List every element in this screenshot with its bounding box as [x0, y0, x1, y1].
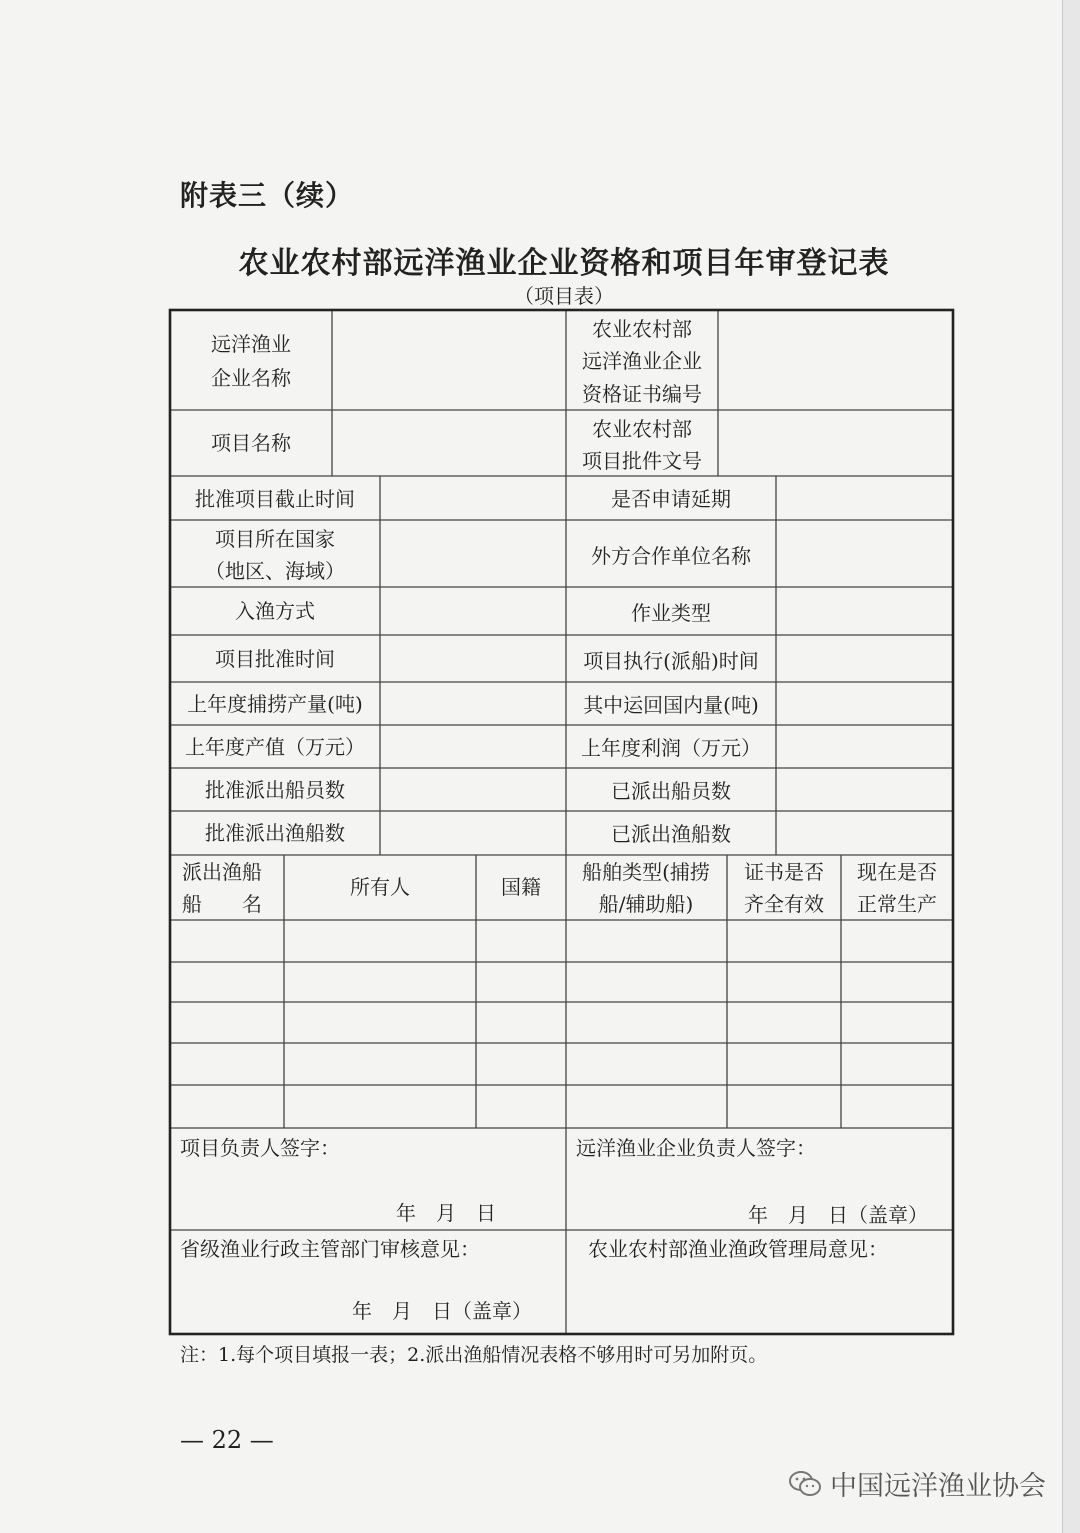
row-left-label: 上年度产值（万元） — [185, 735, 365, 759]
project-lead-signature-label: 项目负责人签字： — [180, 1136, 340, 1160]
project-name-label: 项目名称 — [211, 431, 291, 455]
cert-no-label-3: 资格证书编号 — [582, 382, 702, 406]
project-lead-date: 年 月 日 — [396, 1201, 496, 1225]
page-number: — 22 — — [180, 1426, 274, 1454]
row-left-label: （地区、海域） — [205, 559, 345, 583]
provincial-review-label: 省级渔业行政主管部门审核意见： — [180, 1237, 480, 1261]
approval-doc-label-1: 农业农村部 — [592, 417, 692, 441]
enterprise-lead-date: 年 月 日（盖章） — [748, 1203, 928, 1227]
production-header-2: 正常生产 — [857, 892, 937, 916]
vessel-type-header-2: 船/辅助船) — [598, 892, 694, 916]
nationality-header: 国籍 — [501, 875, 541, 899]
cert-valid-header-1: 证书是否 — [744, 860, 824, 884]
owner-header: 所有人 — [350, 875, 410, 899]
row-right-label: 外方合作单位名称 — [591, 544, 751, 568]
row-left-label: 上年度捕捞产量(吨) — [187, 692, 363, 716]
footnote: 注：1.每个项目填报一表；2.派出渔船情况表格不够用时可另加附页。 — [180, 1344, 768, 1366]
provincial-review-date: 年 月 日（盖章） — [352, 1299, 532, 1323]
row-right-label: 已派出渔船数 — [611, 822, 731, 846]
vessel-type-header-1: 船舶类型(捕捞 — [582, 860, 710, 884]
row-left-label: 批准派出渔船数 — [205, 821, 345, 845]
enterprise-name-label-1: 远洋渔业 — [211, 332, 291, 356]
cert-no-label-1: 农业农村部 — [592, 317, 692, 341]
watermark-text: 中国远洋渔业协会 — [830, 1471, 1046, 1502]
bureau-opinion-label: 农业农村部渔业渔政管理局意见： — [588, 1237, 888, 1261]
row-right-label: 是否申请延期 — [611, 487, 731, 511]
row-right-label: 作业类型 — [631, 601, 711, 625]
row-right-label: 其中运回国内量(吨) — [583, 693, 759, 717]
appendix-heading: 附表三（续） — [180, 179, 355, 212]
watermark — [788, 1464, 1046, 1503]
row-right-label: 已派出船员数 — [611, 779, 731, 803]
form-subtitle: （项目表） — [514, 284, 614, 308]
cert-no-label-2: 远洋渔业企业 — [582, 349, 702, 373]
wechat-icon — [788, 1470, 822, 1498]
row-right-label: 上年度利润（万元） — [581, 736, 761, 760]
form-title: 农业农村部远洋渔业企业资格和项目年审登记表 — [238, 246, 890, 281]
row-left-label: 批准项目截止时间 — [195, 487, 355, 511]
row-right-label: 项目执行(派船)时间 — [583, 649, 759, 673]
enterprise-lead-signature-label: 远洋渔业企业负责人签字： — [576, 1136, 816, 1160]
production-header-1: 现在是否 — [857, 860, 937, 884]
row-left-label: 批准派出船员数 — [205, 778, 345, 802]
enterprise-name-label-2: 企业名称 — [211, 366, 291, 390]
cert-valid-header-2: 齐全有效 — [744, 892, 824, 916]
row-left-label: 入渔方式 — [235, 599, 315, 623]
row-left-label: 项目所在国家 — [215, 527, 335, 551]
vessel-name-header-1: 派出渔船 — [182, 860, 262, 884]
approval-doc-label-2: 项目批件文号 — [582, 449, 702, 473]
vessel-name-header-2: 船 名 — [182, 892, 262, 916]
row-left-label: 项目批准时间 — [215, 647, 335, 671]
